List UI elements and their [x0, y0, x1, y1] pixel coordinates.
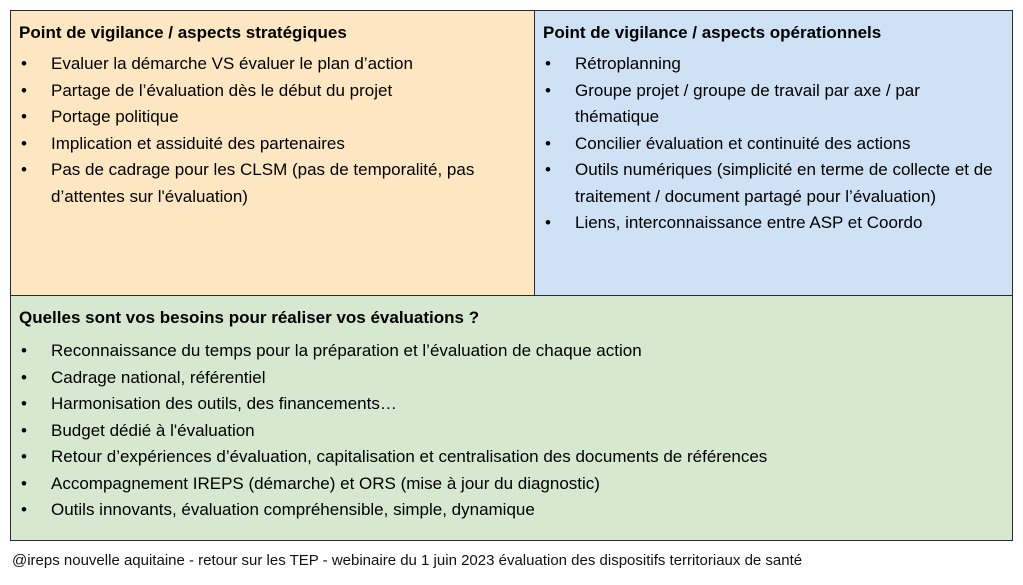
list-item — [19, 471, 1004, 498]
bullet-icon: • — [21, 473, 27, 493]
list-item-text: Implication et assiduité des partenaires — [51, 133, 345, 153]
strategic-box — [11, 11, 535, 296]
list-item — [543, 131, 1004, 158]
bullet-icon: • — [545, 54, 551, 73]
footer-caption: @ireps nouvelle aquitaine - retour sur les TEP - webinaire du 1 juin 2023 évaluation des dispositifs territoriaux de santé — [12, 552, 803, 569]
operational-title: Point de vigilance / aspects opérationnels — [543, 23, 882, 42]
bullet-icon: • — [21, 80, 27, 100]
bullet-icon: • — [21, 160, 27, 179]
operational-list — [543, 51, 1004, 237]
list-item-text: Budget dédié à l'évaluation — [51, 420, 255, 440]
needs-title: Quelles sont vos besoins pour réaliser vos évaluations ? — [19, 308, 480, 327]
list-item — [543, 51, 1004, 78]
bullet-icon: • — [545, 80, 551, 100]
list-item-text: Harmonisation des outils, des financements… — [51, 394, 397, 413]
list-item — [543, 157, 1004, 210]
list-item-text: Groupe projet / groupe de travail par axe / par thématique — [575, 80, 920, 126]
list-item-text: Pas de cadrage pour les CLSM (pas de temporalité, pas d’attentes sur l'évaluation) — [51, 160, 475, 206]
list-item — [19, 157, 526, 210]
list-item-text: Liens, interconnaissance entre ASP et Coordo — [575, 213, 923, 232]
list-item-text: Partage de l’évaluation dès le début du projet — [51, 80, 393, 100]
bullet-icon: • — [21, 54, 27, 73]
content-grid — [10, 10, 1013, 541]
list-item-text: Rétroplanning — [575, 54, 681, 73]
needs-list — [19, 338, 1004, 524]
list-item-text: Reconnaissance du temps pour la préparation et l’évaluation de chaque action — [51, 341, 642, 360]
bullet-icon: • — [545, 160, 551, 179]
bullet-icon: • — [21, 341, 27, 360]
operational-box — [535, 11, 1012, 296]
list-item-text: Outils innovants, évaluation compréhensible, simple, dynamique — [51, 500, 535, 519]
list-item — [19, 51, 526, 78]
list-item — [543, 78, 1004, 131]
list-item — [19, 131, 526, 158]
list-item — [543, 210, 1004, 237]
bullet-icon: • — [21, 500, 27, 519]
list-item — [19, 365, 1004, 392]
list-item-text: Retour d’expériences d’évaluation, capitalisation et centralisation des documents de références — [51, 447, 768, 466]
list-item — [19, 444, 1004, 471]
bullet-icon: • — [21, 394, 27, 413]
strategic-title: Point de vigilance / aspects stratégiques — [19, 23, 347, 42]
list-item — [19, 418, 1004, 445]
list-item — [19, 78, 526, 105]
list-item-text: Cadrage national, référentiel — [51, 367, 266, 387]
list-item — [19, 338, 1004, 365]
needs-box — [11, 296, 1012, 540]
bullet-icon: • — [21, 420, 27, 440]
bullet-icon: • — [21, 447, 27, 466]
list-item-text: Evaluer la démarche VS évaluer le plan d’action — [51, 54, 413, 73]
list-item-text: Concilier évaluation et continuité des actions — [575, 133, 911, 153]
list-item — [19, 391, 1004, 418]
bullet-icon: • — [21, 367, 27, 387]
list-item-text: Portage politique — [51, 107, 179, 126]
strategic-list — [19, 51, 526, 210]
bullet-icon: • — [21, 107, 27, 126]
list-item — [19, 104, 526, 131]
list-item — [19, 497, 1004, 524]
bullet-icon: • — [545, 213, 551, 232]
list-item-text: Accompagnement IREPS (démarche) et ORS (mise à jour du diagnostic) — [51, 473, 600, 493]
bullet-icon: • — [545, 133, 551, 153]
list-item-text: Outils numériques (simplicité en terme de collecte et de traitement / document partagé pour l’évaluation) — [575, 160, 993, 206]
bullet-icon: • — [21, 133, 27, 153]
